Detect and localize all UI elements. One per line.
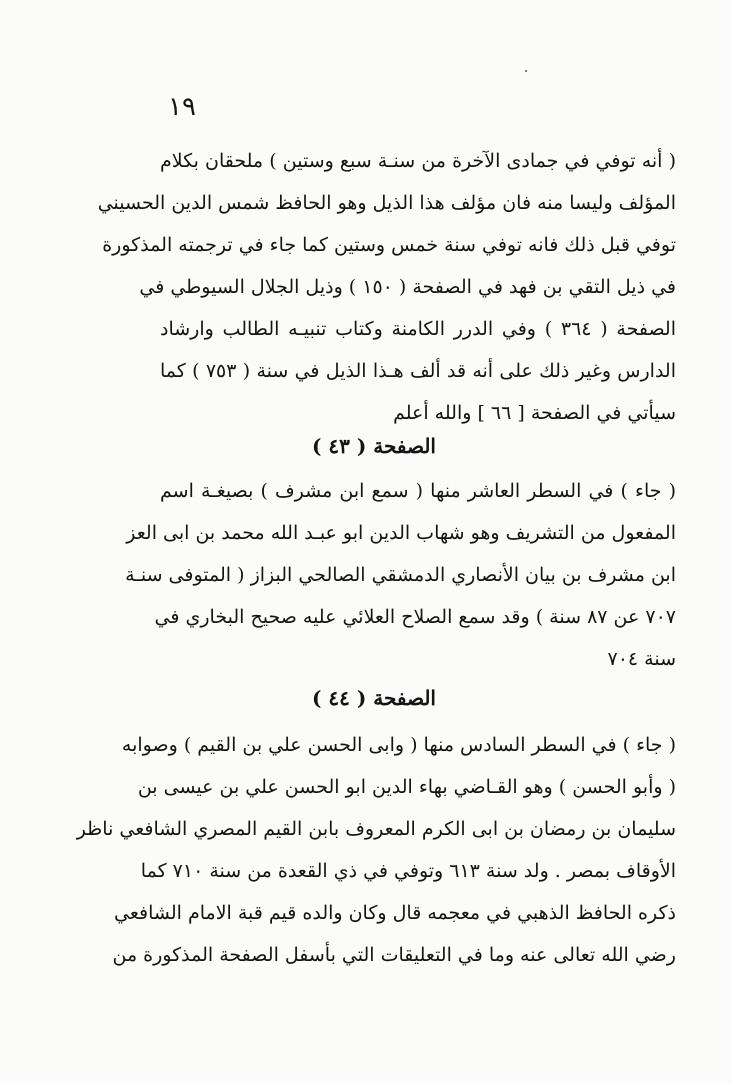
text-line: ( جاء ) في السطر العاشر منها ( سمع ابن مشرف ) بصيغـة اسم bbox=[160, 480, 676, 502]
text-line: توفي قبل ذلك فانه توفي سنة خمس وستين كما جاء في ترجمته المذكورة bbox=[102, 234, 676, 256]
paragraph-1 bbox=[97, 140, 676, 434]
text-line: الصفحة ( ٣٦٤ ) وفي الدرر الكامنة وكتاب تنبيـه الطالب وارشاد bbox=[160, 318, 676, 340]
paragraph-3 bbox=[76, 724, 676, 976]
text-line: سنة ٧٠٤ bbox=[607, 648, 676, 670]
text-line: سليمان بن رمضان بن ابى الكرم المعروف بابن القيم المصري الشافعي ناظر bbox=[76, 818, 676, 840]
page-number: ١٩ bbox=[168, 92, 196, 122]
paragraph-2 bbox=[125, 470, 676, 680]
text-line: ذكره الحافظ الذهبي في معجمه قال وكان والده قيم قبة الامام الشافعي bbox=[114, 902, 676, 924]
text-line: ( وأبو الحسن ) وهو القـاضي بهاء الدين ابو الحسن علي بن عيسى بن bbox=[137, 776, 676, 798]
text-line: رضي الله تعالى عنه وما في التعليقات التي بأسفل الصفحة المذكورة من bbox=[112, 944, 676, 966]
text-line: الأوقاف بمصر . ولد سنة ٦١٣ وتوفي في ذي القعدة من سنة ٧١٠ كما bbox=[140, 860, 676, 882]
text-line: المفعول من التشريف وهو شهاب الدين ابو عبـد الله محمد بن ابى العز bbox=[126, 522, 676, 544]
text-line: ابن مشرف بن بيان الأنصاري الدمشقي الصالحي البزاز ( المتوفى سنـة bbox=[125, 564, 676, 586]
section-heading-44: الصفحة ( ٤٤ ) bbox=[311, 686, 436, 710]
text-line: سيأتي في الصفحة [ ٦٦ ] والله أعلم bbox=[393, 402, 676, 424]
text-line: ٧٠٧ عن ٨٧ سنة ) وقد سمع الصلاح العلائي عليه صحيح البخاري في bbox=[154, 606, 676, 628]
text-line: ( أنه توفي في جمادى الآخرة من سنـة سبع وستين ) ملحقان بكلام bbox=[160, 150, 676, 172]
text-line: في ذيل التقي بن فهد في الصفحة ( ١٥٠ ) وذيل الجلال السيوطي في bbox=[139, 276, 676, 298]
text-line: الدارس وغير ذلك على أنه قد ألف هـذا الذيل في سنة ( ٧٥٣ ) كما bbox=[160, 360, 676, 382]
text-line: ( جاء ) في السطر السادس منها ( وابى الحسن علي بن القيم ) وصوابه bbox=[121, 734, 676, 756]
text-line: المؤلف وليسا منه فان مؤلف هذا الذيل وهو الحافظ شمس الدين الحسيني bbox=[97, 192, 676, 214]
print-speck bbox=[525, 70, 527, 72]
section-heading-43: الصفحة ( ٤٣ ) bbox=[311, 434, 436, 458]
